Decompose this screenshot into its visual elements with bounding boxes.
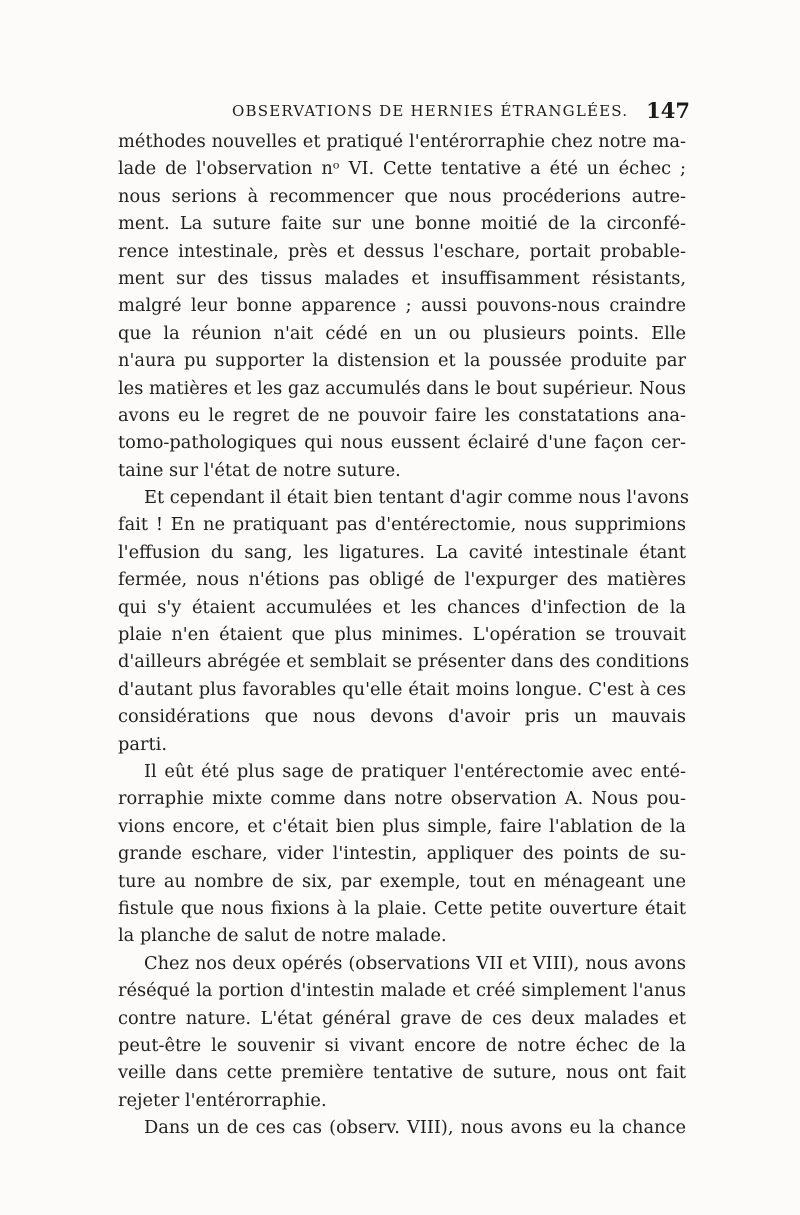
- text-line: l'effusion du sang, les ligatures. La cavité intestinale étant: [118, 541, 686, 563]
- text-line: les matières et les gaz accumulés dans le bout supérieur. Nous: [118, 377, 686, 399]
- text-line: Et cependant il était bien tentant d'agir comme nous l'avons: [144, 487, 689, 509]
- text-line: Dans un de ces cas (observ. VIII), nous avons eu la chance: [144, 1117, 686, 1139]
- text-line: parti.: [118, 733, 167, 755]
- text-line: veille dans cette première tentative de suture, nous ont fait: [118, 1062, 686, 1084]
- text-line: avons eu le regret de ne pouvoir faire les constatations ana-: [118, 404, 686, 426]
- text-line: n'aura pu supporter la distension et la poussée produite par: [118, 350, 686, 372]
- text-line: méthodes nouvelles et pratiqué l'entérorraphie chez notre ma-: [118, 131, 686, 152]
- text-line: rence intestinale, près et dessus l'eschare, portait probable-: [118, 240, 686, 262]
- page-number: 147: [646, 98, 690, 123]
- text-line: réséqué la portion d'intestin malade et créé simplement l'anus: [118, 980, 686, 1002]
- text-line: ture au nombre de six, par exemple, tout en ménageant une: [118, 870, 686, 892]
- text-line: Chez nos deux opérés (observations VII et VIII), nous avons: [144, 952, 686, 974]
- text-line: considérations que nous devons d'avoir pris un mauvais: [118, 706, 686, 728]
- text-line: fermée, nous n'étions pas obligé de l'expurger des matières: [118, 569, 686, 591]
- text-line: lade de l'observation nᵒ VI. Cette tentative a été un échec ;: [118, 158, 686, 180]
- text-line: nous serions à recommencer que nous procéderions autre-: [118, 185, 686, 207]
- text-line: qui s'y étaient accumulées et les chances d'infection de la: [118, 596, 686, 618]
- text-line: tomo-pathologiques qui nous eussent éclairé d'une façon cer-: [118, 432, 686, 454]
- text-line: fait ! En ne pratiquant pas d'entérectomie, nous supprimions: [118, 514, 686, 536]
- text-line: rejeter l'entérorraphie.: [118, 1089, 327, 1111]
- running-title: OBSERVATIONS DE HERNIES ÉTRANGLÉES.: [232, 102, 629, 120]
- text-line: la planche de salut de notre malade.: [118, 925, 447, 947]
- body-text: [118, 128, 690, 1141]
- text-line: fistule que nous fixions à la plaie. Cette petite ouverture était: [118, 897, 686, 919]
- text-line: ment sur des tissus malades et insuffisamment résistants,: [118, 267, 686, 289]
- text-line: ment. La suture faite sur une bonne moitié de la circonfé-: [118, 213, 686, 235]
- text-line: rorraphie mixte comme dans notre observation A. Nous pou-: [118, 788, 686, 810]
- text-line: contre nature. L'état général grave de ces deux malades et: [118, 1007, 686, 1029]
- text-line: d'ailleurs abrégée et semblait se présenter dans des conditions: [118, 651, 690, 673]
- text-line: vions encore, et c'était bien plus simple, faire l'ablation de la: [118, 815, 686, 837]
- text-line: Il eût été plus sage de pratiquer l'entérectomie avec enté-: [144, 760, 686, 782]
- text-line: d'autant plus favorables qu'elle était moins longue. C'est à ces: [118, 678, 686, 700]
- text-line: peut-être le souvenir si vivant encore de notre échec de la: [118, 1034, 686, 1056]
- text-line: plaie n'en étaient que plus minimes. L'opération se trouvait: [118, 624, 686, 646]
- page-header: [232, 98, 692, 128]
- text-line: malgré leur bonne apparence ; aussi pouvons-nous craindre: [118, 295, 686, 317]
- text-line: grande eschare, vider l'intestin, appliquer des points de su-: [118, 843, 686, 865]
- text-line: taine sur l'état de notre suture.: [118, 459, 401, 481]
- text-line: que la réunion n'ait cédé en un ou plusieurs points. Elle: [118, 322, 686, 344]
